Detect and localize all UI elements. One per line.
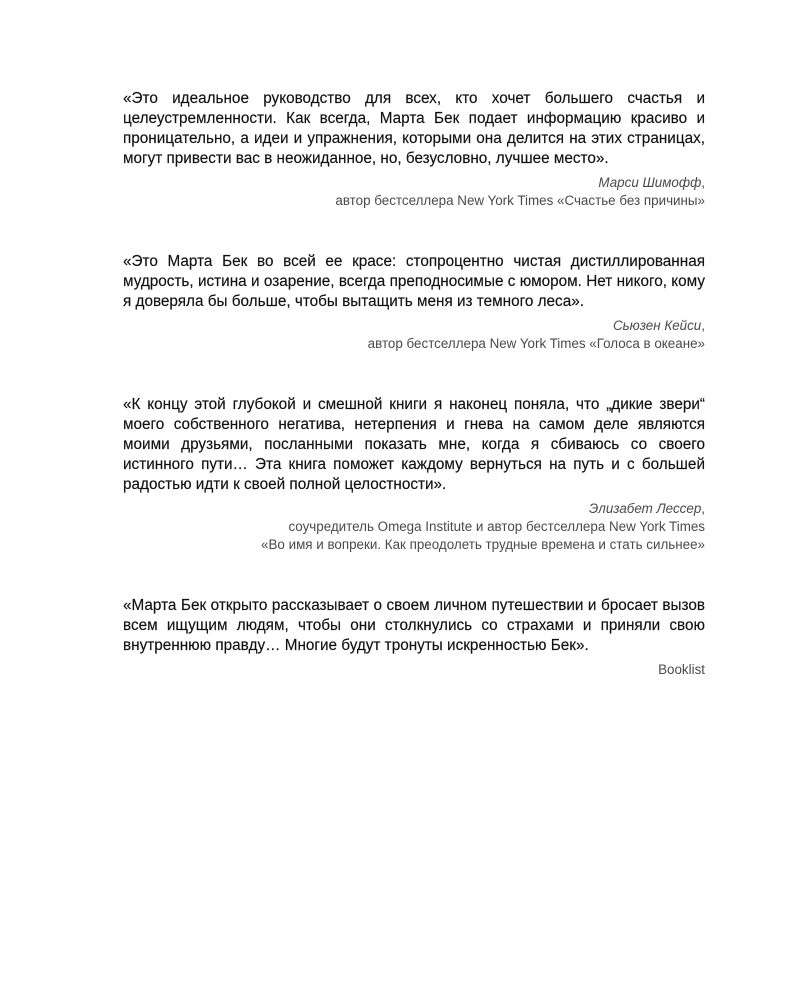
- review-1-author-suffix: ,: [701, 175, 705, 190]
- review-4-text: «Марта Бек открыто рассказывает о своем личном путешествии и бросает вызов всем ищущим людям, чтобы они столкнулись со страхами и приняли свою внутреннюю правду… Многие будут тронуты искренностью Бек».: [123, 597, 705, 654]
- review-2-attribution: [123, 317, 705, 353]
- review-1-author-line: [123, 174, 705, 192]
- review-2-author-suffix: ,: [701, 318, 705, 333]
- review-3-credit-line-1: соучредитель Omega Institute и автор бестселлера New York Times: [288, 519, 705, 534]
- review-3: [123, 395, 705, 554]
- review-1-credit: автор бестселлера New York Times «Счастье без причины»: [335, 193, 705, 208]
- review-1-text: «Это идеальное руководство для всех, кто хочет большего счастья и целеустремленности. Как всегда, Марта Бек подает информацию красиво и проницательно, а идеи и упражнения, которыми она делится на этих страницах, могут привести вас в неожиданное, но, безусловно, лучшее место».: [123, 90, 705, 167]
- review-3-credit-line-2: «Во имя и вопреки. Как преодолеть трудные времена и стать сильнее»: [261, 537, 705, 552]
- review-2-credit: автор бестселлера New York Times «Голоса в океане»: [367, 336, 705, 351]
- praise-page: [123, 89, 705, 679]
- review-3-attribution: [123, 500, 705, 554]
- review-3-author-suffix: ,: [701, 501, 705, 516]
- review-4-attribution: [123, 661, 705, 679]
- review-1: [123, 89, 705, 210]
- review-3-author: Элизабет Лессер: [588, 501, 702, 516]
- review-4: [123, 596, 705, 679]
- review-3-text: «К концу этой глубокой и смешной книги я наконец поняла, что „дикие звери“ моего собственного негатива, нетерпения и гнева на самом деле являются моими друзьями, посланными показать мне, когда я сбиваюсь со своего истинного пути… Эта книга поможет каждому вернуться на путь и с большей радостью идти к своей полной целостности».: [123, 396, 705, 493]
- review-3-author-line: [123, 500, 705, 518]
- review-4-source: Booklist: [658, 662, 705, 677]
- review-2-author-line: [123, 317, 705, 335]
- review-2-author: Сьюзен Кейси: [612, 318, 702, 333]
- review-1-author: Марси Шимофф: [598, 175, 702, 190]
- review-2-text: «Это Марта Бек во всей ее красе: стопроцентно чистая дистиллированная мудрость, истина и озарение, всегда преподносимые с юмором. Нет никого, кому я доверяла бы больше, чтобы вытащить меня из темного леса».: [123, 253, 705, 310]
- review-2: [123, 252, 705, 353]
- review-1-attribution: [123, 174, 705, 210]
